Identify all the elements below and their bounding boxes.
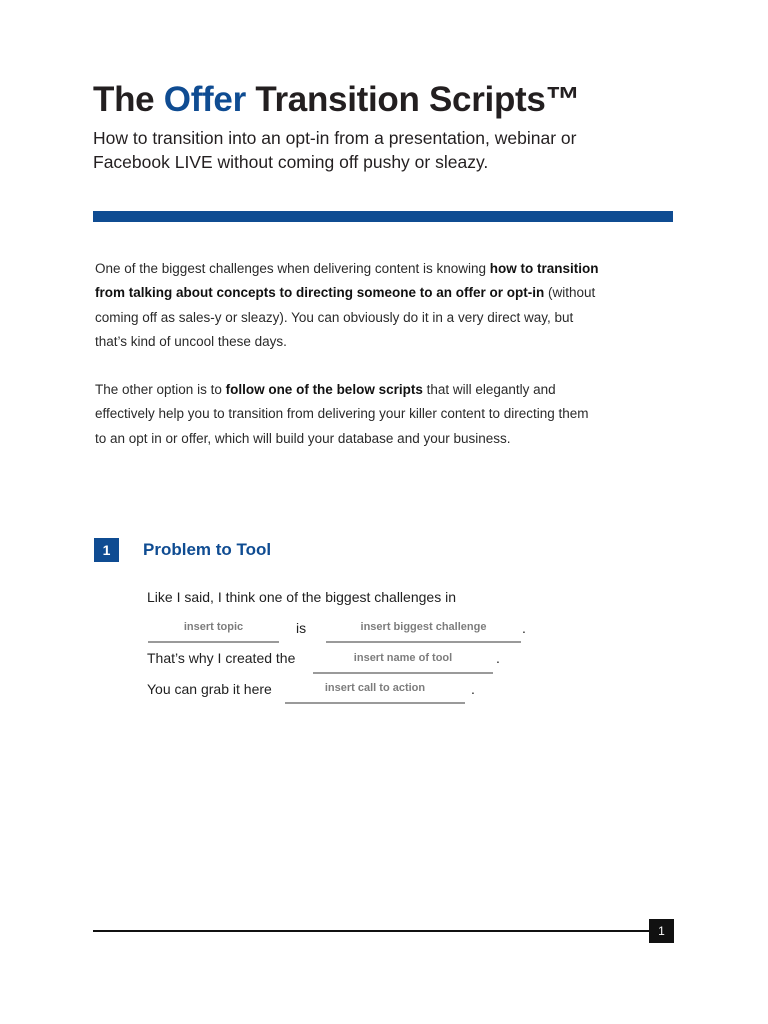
intro-p1-text-end: (without coming off as sales-y or sleazy). You can obviously do it in a very direct way, but that’s kind of uncool these days. — [95, 285, 596, 349]
script-period: . — [471, 681, 475, 697]
intro-p2-text-end: that will elegantly and effectively help you to transition from delivering your killer content to directing them to an opt in or offer, which will build your database and your business. — [95, 382, 589, 446]
document-subtitle: How to transition into an opt-in from a presentation, webinar or Facebook LIVE without coming off pushy or sleazy. — [93, 128, 577, 172]
script-word-is: is — [296, 620, 307, 636]
intro-paragraph-2 — [95, 378, 600, 451]
blank-insert-biggest-challenge[interactable]: insert biggest challenge — [326, 613, 521, 643]
script-period: . — [496, 650, 500, 666]
script-line-1: Like I said, I think one of the biggest challenges in — [147, 589, 456, 605]
script-line-4-prefix: You can grab it here — [147, 681, 272, 697]
header-divider — [93, 211, 673, 222]
footer-divider — [93, 930, 649, 932]
intro-p2-bold: follow one of the below scripts — [225, 382, 423, 397]
title-prefix: The — [93, 80, 155, 119]
document-title — [93, 80, 580, 120]
blank-insert-topic[interactable]: insert topic — [148, 613, 279, 643]
intro-p1-bold: how to transition from talking about concepts to directing someone to an offer or opt-in — [95, 261, 599, 301]
blank-insert-name-of-tool[interactable]: insert name of tool — [313, 644, 493, 674]
intro-paragraph-1 — [95, 257, 600, 354]
section-number-badge: 1 — [94, 538, 119, 562]
title-accent-word: Offer — [163, 80, 246, 119]
intro-p2-text-start: The other option is to — [95, 382, 226, 397]
title-suffix: Transition Scripts™ — [255, 80, 581, 119]
intro-p1-text-start: One of the biggest challenges when delivering content is knowing — [95, 261, 490, 276]
script-line-3-prefix: That’s why I created the — [147, 650, 296, 666]
blank-insert-call-to-action[interactable]: insert call to action — [285, 674, 465, 704]
section-title: Problem to Tool — [143, 540, 272, 559]
page-number: 1 — [649, 919, 674, 943]
script-period: . — [522, 620, 526, 636]
